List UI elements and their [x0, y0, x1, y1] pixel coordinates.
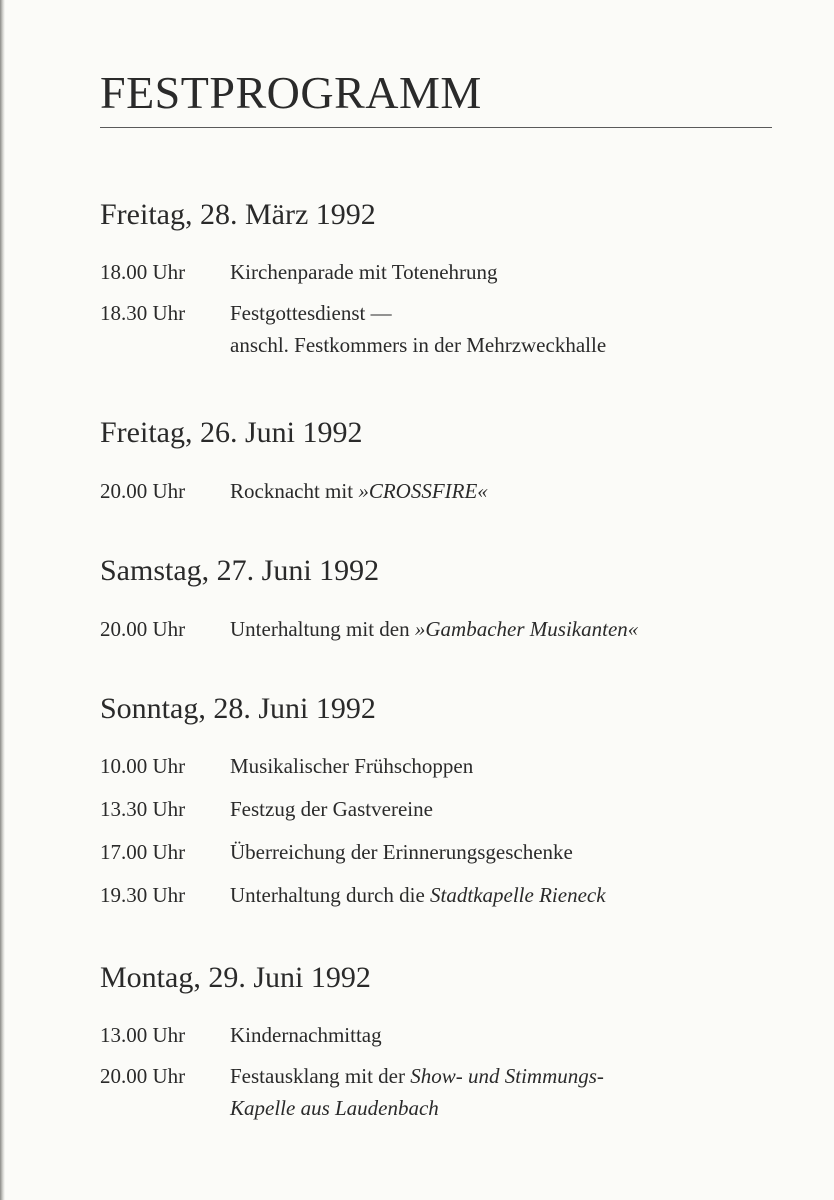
event-list	[100, 750, 800, 911]
event-item	[100, 613, 800, 645]
event-time: 13.30 Uhr	[100, 797, 186, 821]
event-text-italic: »Gambacher Musikanten«	[414, 617, 639, 641]
event-text: Festausklang mit der	[230, 1064, 411, 1088]
event-list	[100, 256, 800, 361]
day-heading: Sonntag, 28. Juni 1992	[100, 692, 376, 725]
event-text-italic: Show- und Stimmungs-	[410, 1064, 604, 1088]
event-item	[100, 750, 800, 782]
event-text: Musikalischer Frühschoppen	[230, 754, 474, 778]
day-section-4	[100, 694, 800, 911]
day-heading: Freitag, 28. März 1992	[100, 198, 376, 231]
event-text-continuation: Kapelle aus Laudenbach	[230, 1096, 439, 1120]
event-text: Kindernachmittag	[230, 1023, 382, 1047]
day-section-2	[100, 418, 800, 507]
page-edge-shadow	[0, 0, 5, 1200]
event-text-italic: »CROSSFIRE«	[358, 479, 488, 503]
day-heading: Montag, 29. Juni 1992	[100, 961, 371, 994]
event-item	[100, 256, 800, 288]
event-text-italic: Stadtkapelle Rieneck	[430, 883, 606, 907]
event-time: 20.00 Uhr	[100, 617, 186, 641]
event-time: 10.00 Uhr	[100, 754, 186, 778]
event-text: Überreichung der Erinnerungsgeschenke	[230, 840, 573, 864]
event-text: Rocknacht mit	[230, 479, 359, 503]
event-text: Festgottesdienst —	[230, 301, 392, 325]
event-time: 18.30 Uhr	[100, 301, 186, 325]
day-section-1	[100, 200, 800, 361]
day-section-3	[100, 556, 800, 645]
day-section-5	[100, 963, 800, 1124]
event-item	[100, 836, 800, 868]
event-text: Unterhaltung mit den	[230, 617, 415, 641]
day-heading: Samstag, 27. Juni 1992	[100, 554, 380, 587]
event-time: 18.00 Uhr	[100, 260, 186, 284]
event-item	[100, 475, 800, 507]
event-item	[100, 1060, 800, 1124]
event-list	[100, 475, 800, 507]
event-item	[100, 793, 800, 825]
event-text-continuation: anschl. Festkommers in der Mehrzweckhalle	[230, 333, 607, 357]
event-item	[100, 297, 800, 361]
page-title: FESTPROGRAMM	[100, 67, 482, 118]
event-time: 17.00 Uhr	[100, 840, 186, 864]
event-time: 13.00 Uhr	[100, 1023, 186, 1047]
event-time: 19.30 Uhr	[100, 883, 186, 907]
event-item	[100, 879, 800, 911]
event-list	[100, 1019, 800, 1124]
day-heading: Freitag, 26. Juni 1992	[100, 416, 363, 449]
event-text: Unterhaltung durch die	[230, 883, 431, 907]
event-time: 20.00 Uhr	[100, 479, 186, 503]
event-item	[100, 1019, 800, 1051]
title-underline	[100, 127, 772, 128]
event-text: Kirchenparade mit Totenehrung	[230, 260, 498, 284]
event-time: 20.00 Uhr	[100, 1064, 186, 1088]
event-list	[100, 613, 800, 645]
event-text: Festzug der Gastvereine	[230, 797, 433, 821]
